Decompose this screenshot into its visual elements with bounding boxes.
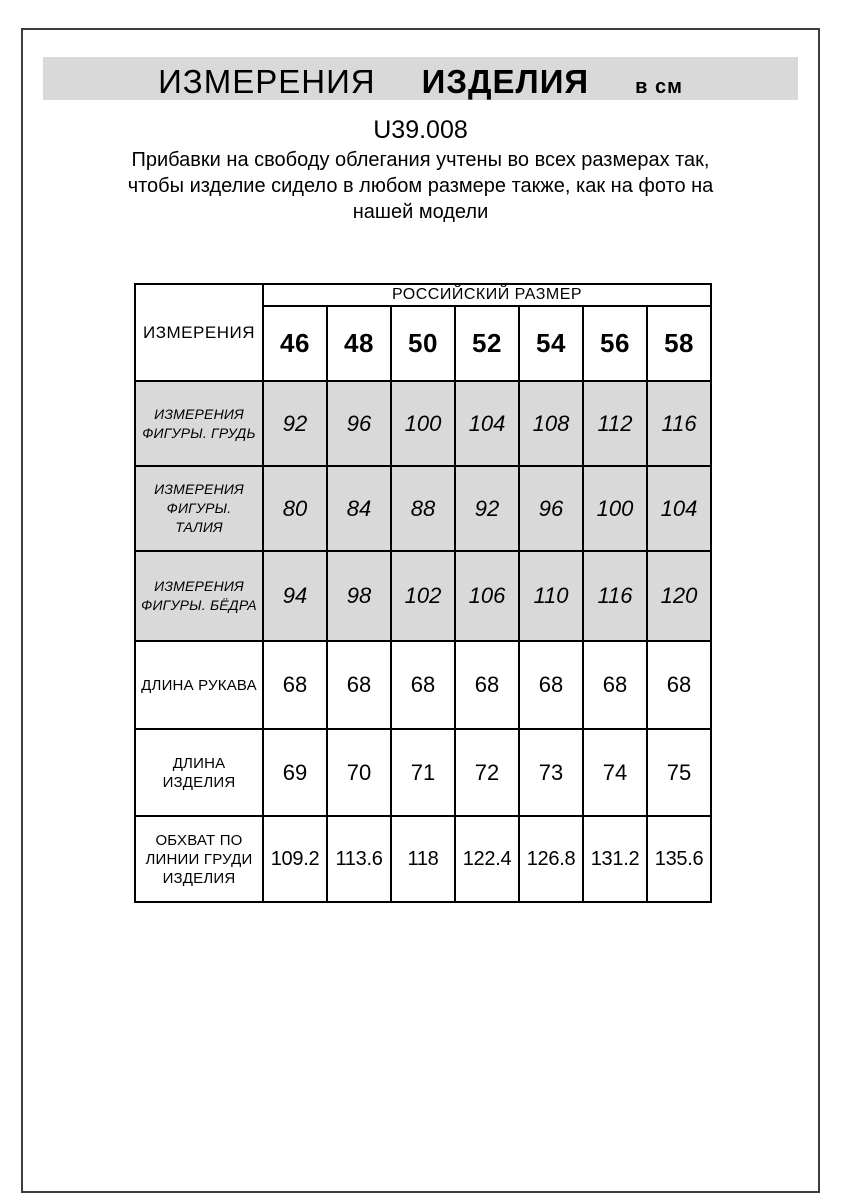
value-cell: 75 <box>647 729 711 816</box>
value-cell: 116 <box>647 381 711 466</box>
table-row-figure-chest <box>135 381 711 466</box>
row-label: ДЛИНА ИЗДЕЛИЯ <box>135 729 263 816</box>
row-label: ИЗМЕРЕНИЯ ФИГУРЫ. БЁДРА <box>135 551 263 641</box>
value-cell: 100 <box>583 466 647 551</box>
value-cell: 68 <box>327 641 391 729</box>
size-group-header: РОССИЙСКИЙ РАЗМЕР <box>263 284 711 306</box>
title-product: ИЗДЕЛИЯ <box>421 63 590 100</box>
value-cell: 118 <box>391 816 455 902</box>
value-cell: 96 <box>519 466 583 551</box>
size-table <box>134 283 712 903</box>
title-unit: в см <box>635 76 683 98</box>
fit-note-line-2: чтобы изделие сидело в любом размере также, как на фото на <box>127 175 714 197</box>
row-label: ИЗМЕРЕНИЯ ФИГУРЫ. ТАЛИЯ <box>135 466 263 551</box>
value-cell: 104 <box>647 466 711 551</box>
value-cell: 68 <box>519 641 583 729</box>
value-cell: 74 <box>583 729 647 816</box>
fit-note-line-1: Прибавки на свободу облегания учтены во всех размерах так, <box>131 149 710 171</box>
table-row-figure-hips <box>135 551 711 641</box>
row-label: ДЛИНА РУКАВА <box>135 641 263 729</box>
corner-header: ИЗМЕРЕНИЯ <box>135 284 263 381</box>
value-cell: 70 <box>327 729 391 816</box>
fit-note-line-3: нашей модели <box>352 201 489 223</box>
value-cell: 80 <box>263 466 327 551</box>
title-measurements: ИЗМЕРЕНИЯ <box>158 63 376 100</box>
value-cell: 104 <box>455 381 519 466</box>
value-cell: 112 <box>583 381 647 466</box>
value-cell: 69 <box>263 729 327 816</box>
value-cell: 92 <box>263 381 327 466</box>
value-cell: 88 <box>391 466 455 551</box>
value-cell: 72 <box>455 729 519 816</box>
value-cell: 109.2 <box>263 816 327 902</box>
size-column-header: 52 <box>455 306 519 381</box>
value-cell: 68 <box>583 641 647 729</box>
value-cell: 98 <box>327 551 391 641</box>
row-label: ОБХВАТ ПО ЛИНИИ ГРУДИ ИЗДЕЛИЯ <box>135 816 263 902</box>
title-bar <box>43 57 798 100</box>
size-column-header: 54 <box>519 306 583 381</box>
value-cell: 84 <box>327 466 391 551</box>
value-cell: 71 <box>391 729 455 816</box>
value-cell: 131.2 <box>583 816 647 902</box>
value-cell: 92 <box>455 466 519 551</box>
value-cell: 113.6 <box>327 816 391 902</box>
value-cell: 100 <box>391 381 455 466</box>
value-cell: 68 <box>455 641 519 729</box>
value-cell: 120 <box>647 551 711 641</box>
size-column-header: 48 <box>327 306 391 381</box>
size-column-header: 50 <box>391 306 455 381</box>
size-column-header: 56 <box>583 306 647 381</box>
table-row-item-chest-girth <box>135 816 711 902</box>
value-cell: 68 <box>391 641 455 729</box>
size-column-header: 58 <box>647 306 711 381</box>
value-cell: 116 <box>583 551 647 641</box>
table-row-item-length <box>135 729 711 816</box>
size-column-header: 46 <box>263 306 327 381</box>
table-row-sleeve-length <box>135 641 711 729</box>
value-cell: 68 <box>263 641 327 729</box>
value-cell: 110 <box>519 551 583 641</box>
value-cell: 73 <box>519 729 583 816</box>
value-cell: 94 <box>263 551 327 641</box>
row-label: ИЗМЕРЕНИЯ ФИГУРЫ. ГРУДЬ <box>135 381 263 466</box>
table-row-figure-waist <box>135 466 711 551</box>
product-code: U39.008 <box>373 116 468 144</box>
fit-note <box>21 147 820 225</box>
value-cell: 122.4 <box>455 816 519 902</box>
value-cell: 135.6 <box>647 816 711 902</box>
value-cell: 108 <box>519 381 583 466</box>
value-cell: 102 <box>391 551 455 641</box>
value-cell: 96 <box>327 381 391 466</box>
value-cell: 126.8 <box>519 816 583 902</box>
value-cell: 106 <box>455 551 519 641</box>
size-group-row <box>135 284 711 306</box>
value-cell: 68 <box>647 641 711 729</box>
